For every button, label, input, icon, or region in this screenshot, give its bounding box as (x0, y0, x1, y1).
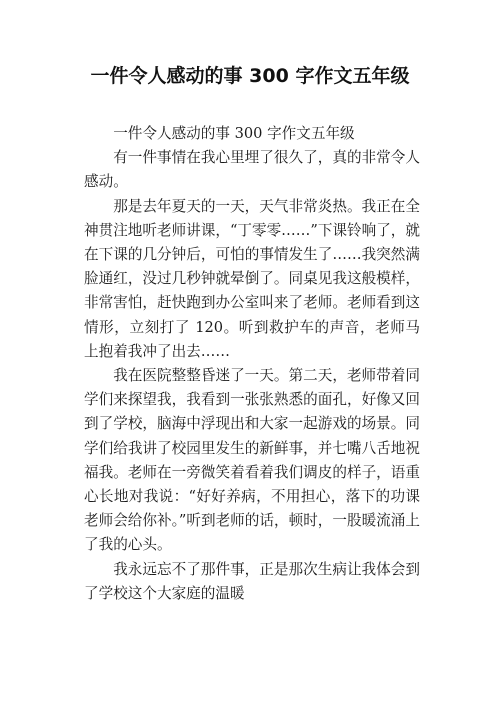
paragraph-conclusion: 我永远忘不了那件事，正是那次生病让我体会到了学校这个大家庭的温暖 (84, 560, 420, 602)
document-body (84, 122, 420, 606)
paragraph-intro: 有一件事情在我心里埋了很久了，真的非常令人感动。 (84, 149, 420, 191)
paragraph-event: 那是去年夏天的一天，天气非常炎热。我正在全神贯注地听老师讲课，“丁零零……”下课铃响了，就在下课的几分钟后，可怕的事情发生了……我突然满脸通红，没过几秒钟就晕倒了。同桌见我这般模样，非常害怕，赶快跑到办公室叫来了老师。老师看到这情形，立刻打了 120。听到救护车的声音，老师马上抱着我冲了出去…… (84, 197, 420, 360)
paragraph-subtitle: 一件令人感动的事 300 字作文五年级 (113, 125, 355, 142)
document-title: 一件令人感动的事 300 字作文五年级 (90, 65, 410, 87)
paragraph-hospital: 我在医院整整昏迷了一天。第二天，老师带着同学们来探望我，我看到一张张熟悉的面孔，好像又回到了学校，脑海中浮现出和大家一起游戏的场景。同学们给我讲了校园里发生的新鲜事，并七嘴八舌地祝福我。老师在一旁微笑着看着我们调皮的样子，语重心长地对我说：“好好养病，不用担心，落下的功课老师会给你补。”听到老师的话，顿时，一股暖流涌上了我的心头。 (84, 367, 420, 554)
